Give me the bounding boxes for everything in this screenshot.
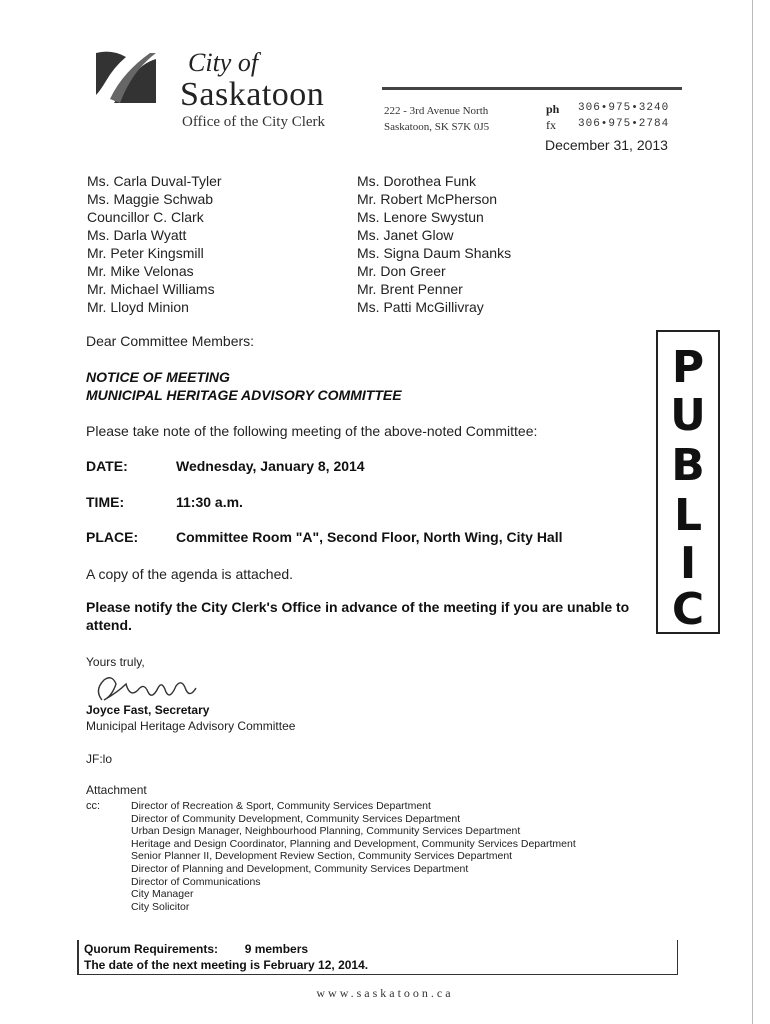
recipient: Ms. Dorothea Funk	[357, 173, 477, 189]
recipient: Mr. Michael Williams	[87, 281, 215, 297]
intro-text: Please take note of the following meeting of the above-noted Committee:	[86, 423, 538, 439]
recipient: Ms. Signa Daum Shanks	[357, 245, 512, 261]
time-value: 11:30 a.m.	[176, 494, 243, 510]
cc-item: Director of Recreation & Sport, Community Services Department	[131, 800, 431, 812]
cc-item: Senior Planner II, Development Review Section, Community Services Department	[131, 850, 513, 863]
stamp-letter: L	[673, 490, 703, 541]
date-value: Wednesday, January 8, 2014	[176, 458, 365, 474]
city-of-saskatoon-logo-icon	[92, 47, 160, 107]
recipient: Mr. Peter Kingsmill	[87, 245, 204, 261]
time-label: TIME:	[86, 494, 125, 510]
city-name: Saskatoon	[180, 76, 325, 113]
header-rule	[382, 87, 682, 90]
office-name: Office of the City Clerk	[182, 114, 326, 130]
recipient: Councillor C. Clark	[87, 209, 204, 225]
signer-committee: Municipal Heritage Advisory Committee	[86, 719, 296, 733]
fax-label: fx	[546, 118, 556, 132]
notice-line-2: MUNICIPAL HERITAGE ADVISORY COMMITTEE	[86, 387, 402, 403]
address-line-1: 222 - 3rd Avenue North	[384, 105, 489, 117]
quorum-line	[84, 942, 308, 956]
quorum-value: 9 members	[244, 942, 309, 956]
page-edge-line	[752, 0, 753, 1024]
stamp-letter: C	[671, 584, 705, 635]
recipient: Ms. Carla Duval-Tyler	[87, 173, 222, 189]
recipients-right	[357, 172, 511, 316]
recipient: Mr. Brent Penner	[357, 281, 463, 297]
cc-label: cc:	[86, 800, 101, 812]
recipient: Mr. Mike Velonas	[87, 263, 194, 279]
recipients-left	[87, 172, 222, 316]
initials: JF:lo	[86, 752, 113, 766]
notice-heading	[86, 368, 402, 404]
phone-number: 306•975•3240	[578, 102, 670, 114]
public-stamp	[656, 330, 720, 634]
attachment-label: Attachment	[86, 783, 147, 797]
cc-item: City Manager	[131, 888, 194, 901]
stamp-letter: I	[679, 538, 697, 589]
stamp-letter: P	[671, 342, 705, 393]
city-of-text: City of	[188, 48, 259, 77]
fax-number: 306•975•2784	[578, 118, 670, 130]
recipient: Mr. Robert McPherson	[357, 191, 498, 207]
stamp-letter: U	[670, 390, 706, 441]
recipient: Ms. Maggie Schwab	[87, 191, 214, 207]
signer-name: Joyce Fast, Secretary	[86, 703, 210, 717]
next-meeting: The date of the next meeting is February 12, 2014.	[84, 958, 369, 972]
recipient: Ms. Janet Glow	[357, 227, 454, 243]
salutation: Dear Committee Members:	[86, 333, 255, 349]
cc-list	[131, 800, 576, 913]
advance-notice: Please notify the City Clerk's Office in advance of the meeting if you are unable to attend.	[86, 599, 630, 633]
letter-date: December 31, 2013	[545, 137, 668, 153]
address-line-2: Saskatoon, SK S7K 0J5	[384, 121, 490, 133]
cc-item: Urban Design Manager, Neighbourhood Planning, Community Services Department	[131, 825, 521, 838]
phone-label: ph	[546, 102, 560, 116]
recipient: Mr. Lloyd Minion	[87, 299, 189, 315]
cc-item: Heritage and Design Coordinator, Planning and Development, Community Services Department	[131, 837, 576, 850]
stamp-letter: B	[671, 440, 705, 491]
cc-item: Director of Planning and Development, Community Services Department	[131, 862, 469, 875]
place-value: Committee Room "A", Second Floor, North Wing, City Hall	[176, 529, 563, 545]
cc-item: Director of Community Development, Community Services Department	[131, 812, 461, 825]
address-block	[384, 103, 489, 135]
closing: Yours truly,	[86, 655, 145, 669]
recipient: Ms. Patti McGillivray	[357, 299, 484, 315]
recipient: Ms. Lenore Swystun	[357, 209, 484, 225]
recipient: Mr. Don Greer	[357, 263, 446, 279]
website: www.saskatoon.ca	[316, 986, 454, 1000]
agenda-note: A copy of the agenda is attached.	[86, 566, 294, 582]
date-label: DATE:	[86, 458, 128, 474]
cc-item: City Solicitor	[131, 900, 190, 913]
quorum-label: Quorum Requirements:	[84, 942, 219, 956]
notice-line-1: NOTICE OF MEETING	[86, 369, 230, 385]
place-label: PLACE:	[86, 529, 139, 545]
cc-item: Director of Communications	[131, 875, 261, 888]
recipient: Ms. Darla Wyatt	[87, 227, 187, 243]
